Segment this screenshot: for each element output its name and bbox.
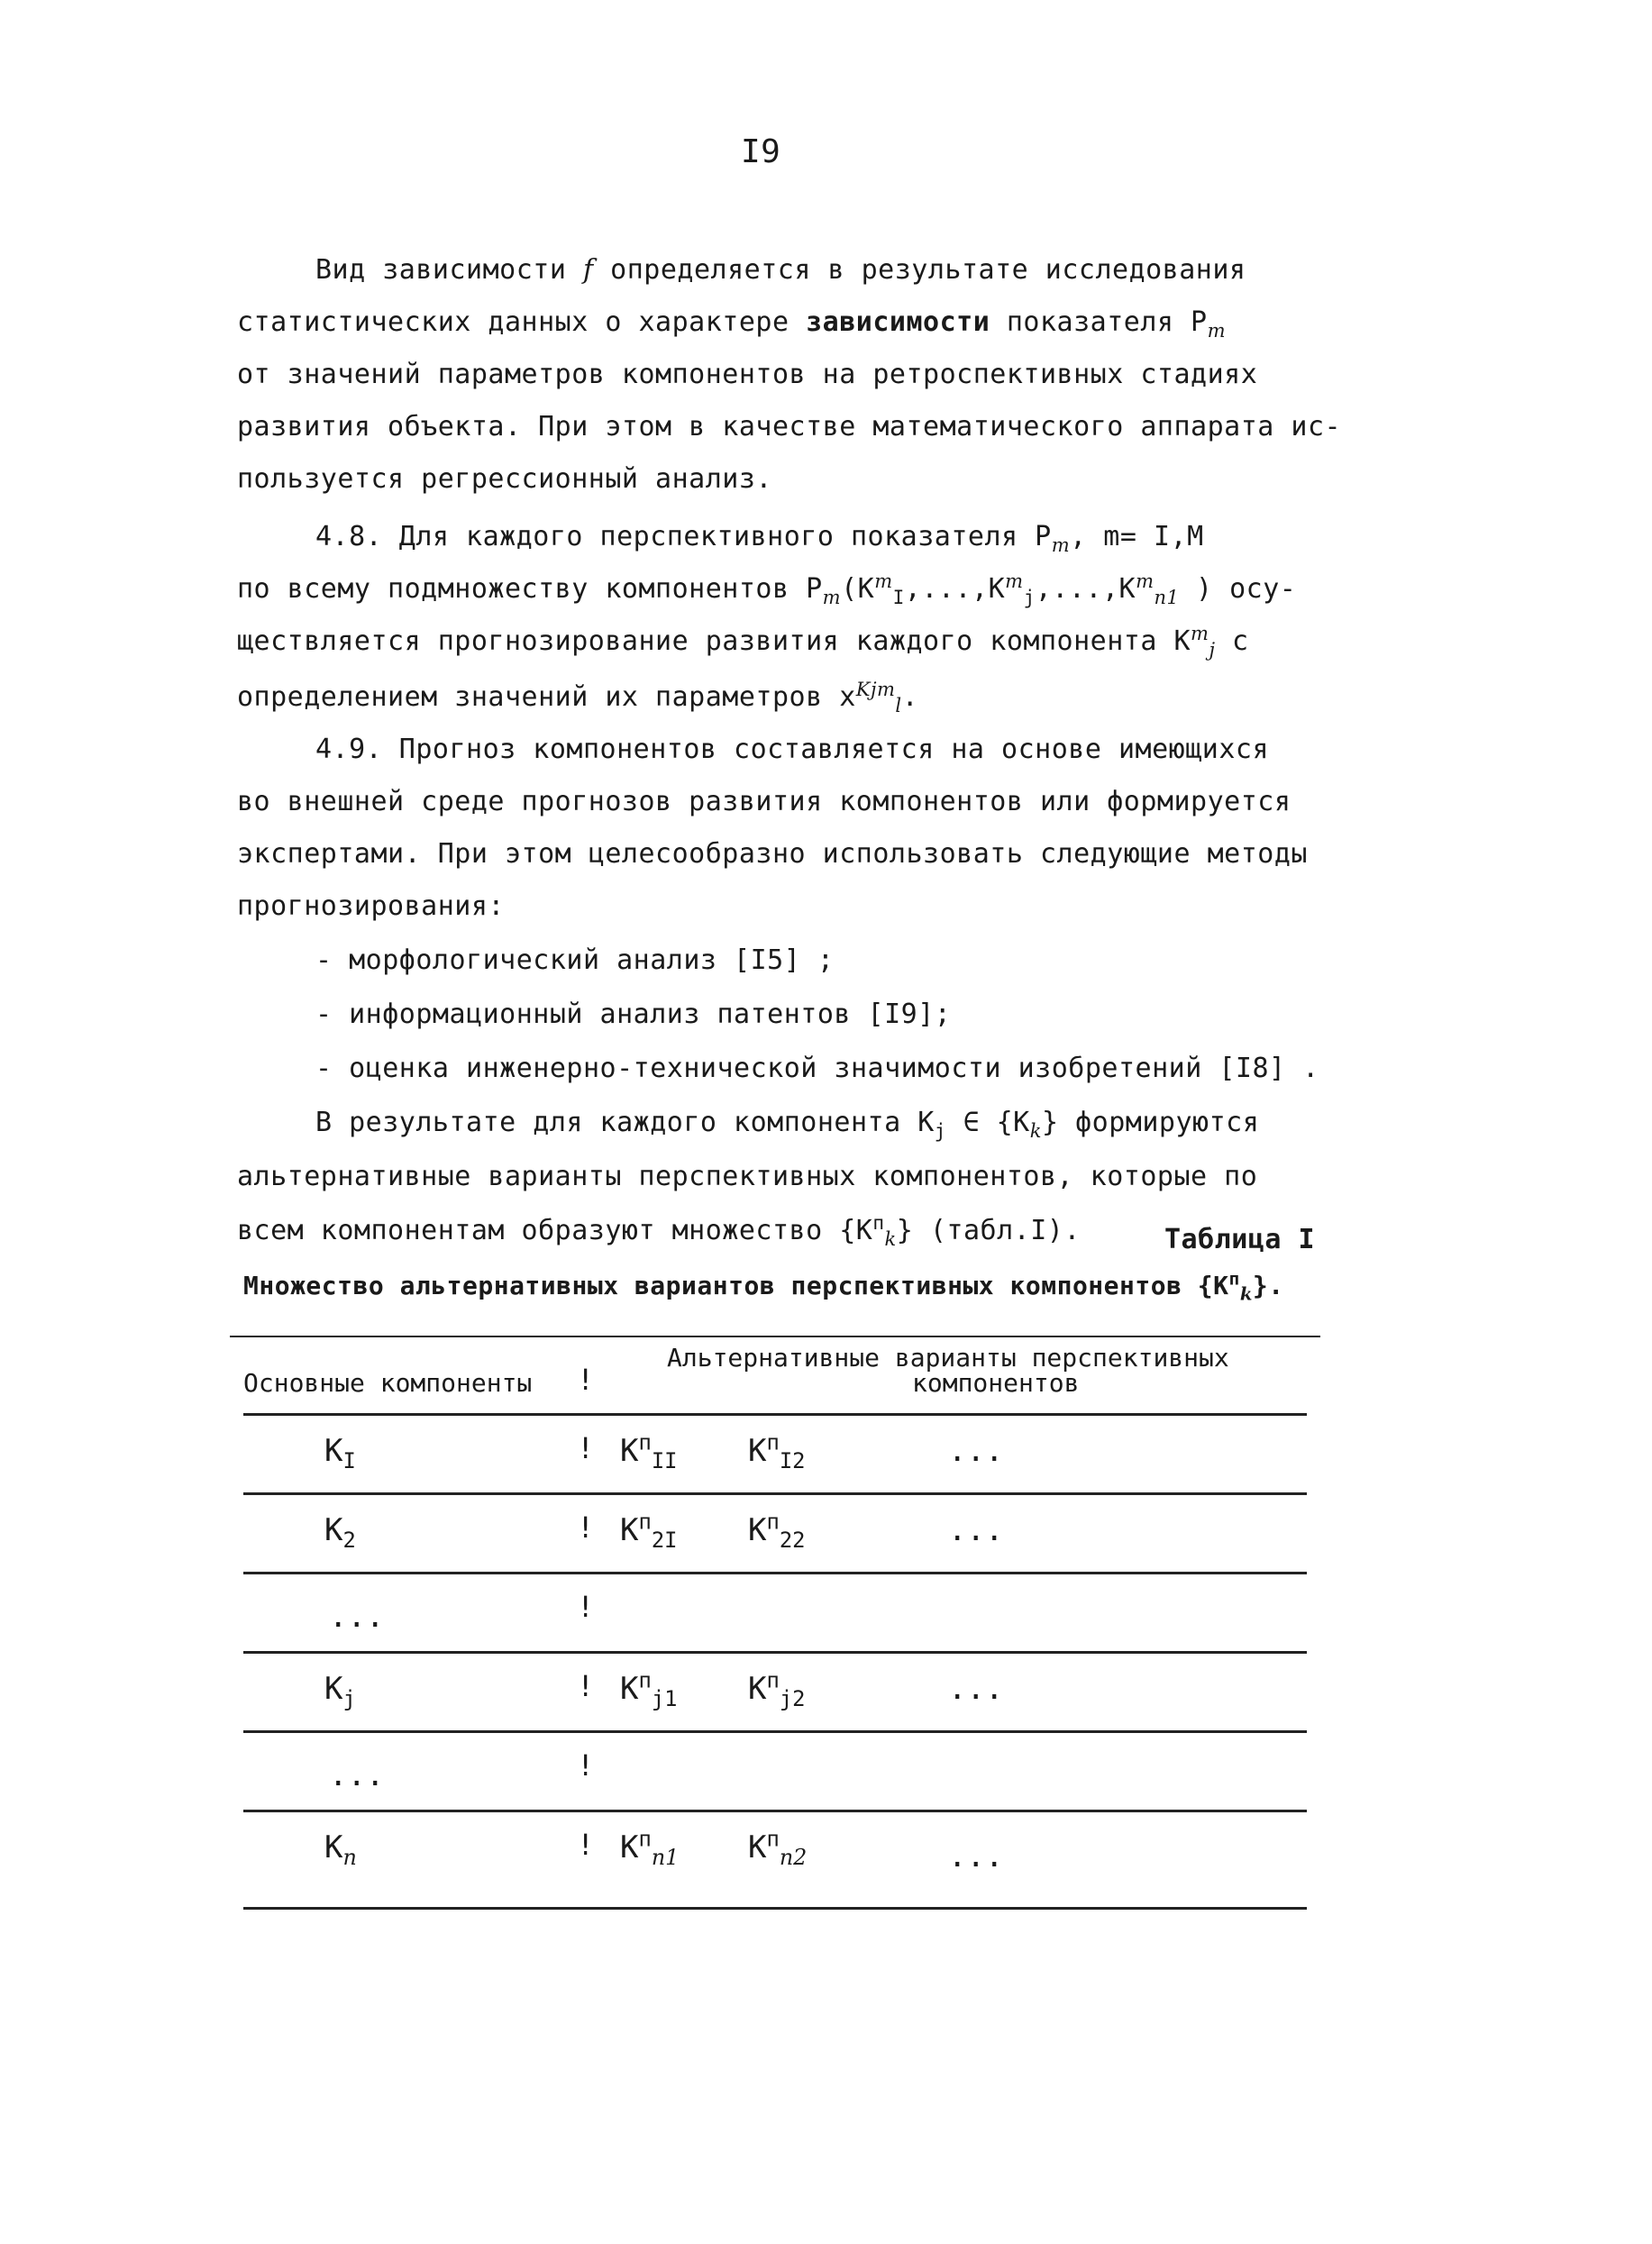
main-component: ... bbox=[329, 1757, 385, 1793]
alt-variant: $K^п_{n2}$ bbox=[748, 1826, 808, 1870]
para1-line1: Вид зависимости f определяется в результате исследования bbox=[315, 254, 1246, 286]
row-rule bbox=[243, 1730, 1307, 1733]
table-header-alt-line1: Альтернативные варианты перспективных bbox=[667, 1343, 1229, 1373]
ellipsis: ... bbox=[948, 1512, 1004, 1548]
row-rule bbox=[243, 1810, 1307, 1812]
alt-variant: $K^п_{I2}$ bbox=[748, 1429, 806, 1473]
table-caption: Множество альтернативных вариантов перспективных компонентов $\{K^п_k\}$. bbox=[243, 1268, 1284, 1305]
main-component: $K_j$ bbox=[324, 1671, 356, 1711]
main-component: $K_n$ bbox=[324, 1829, 357, 1870]
alt-variant: $K^п_{22}$ bbox=[748, 1509, 806, 1553]
para2-line4: определением значений их параметров $x^{Kjm}_l$. bbox=[237, 679, 919, 716]
alt-variant: $K^п_{j2}$ bbox=[748, 1667, 806, 1711]
alt-variant: $K^п_{j1}$ bbox=[620, 1667, 678, 1711]
row-rule bbox=[243, 1651, 1307, 1654]
para1-line4: развития объекта. При этом в качестве математического аппарата ис- bbox=[237, 411, 1342, 442]
column-separator: ! bbox=[577, 1748, 595, 1783]
para3-line1: 4.9. Прогноз компонентов составляется на основе имеющихся bbox=[315, 734, 1270, 765]
para2-line3: ществляется прогнозирование развития каждого компонента $K^m_j$ с bbox=[237, 623, 1249, 661]
para2-line1: 4.8. Для каждого перспективного показателя $P_m$, m= I,M bbox=[315, 521, 1204, 556]
column-separator: ! bbox=[577, 1669, 595, 1703]
para1-line2: статистических данных о характере зависимости показателя $P_m$ bbox=[237, 306, 1227, 342]
column-separator: ! bbox=[577, 1828, 595, 1862]
para2-line2: по всему подмножеству компонентов $P_m(K^m_I,...,K^m_j,...,K^m_{n1}$ ) осу- bbox=[237, 570, 1297, 608]
row-rule bbox=[243, 1492, 1307, 1495]
table-bottom-rule bbox=[243, 1907, 1307, 1910]
para1-line5: пользуется регрессионный анализ. bbox=[237, 463, 772, 495]
page-number: I9 bbox=[741, 133, 781, 170]
ellipsis: ... bbox=[948, 1671, 1004, 1707]
row-rule bbox=[243, 1572, 1307, 1574]
column-separator: ! bbox=[577, 1431, 595, 1465]
para4-line1: В результате для каждого компонента $K_j$ ∈ $\{K_k\}$ формируются bbox=[315, 1107, 1260, 1142]
table-header-alt-line2: компонентов bbox=[912, 1368, 1080, 1398]
table-header-rule bbox=[243, 1413, 1307, 1416]
main-component: $K_2$ bbox=[324, 1512, 356, 1553]
para4-line3: всем компонентам образуют множество $\{K^п_k\}$ (табл.I). bbox=[237, 1212, 1081, 1250]
para1-line3: от значений параметров компонентов на ретроспективных стадиях bbox=[237, 359, 1258, 390]
list-item: - оценка инженерно-технической значимости изобретений [I8] . bbox=[315, 1053, 1319, 1084]
para3-line2: во внешней среде прогнозов развития компонентов или формируется bbox=[237, 786, 1291, 817]
para4-line2: альтернативные варианты перспективных компонентов, которые по bbox=[237, 1161, 1258, 1192]
list-item: - информационный анализ патентов [I9]; bbox=[315, 999, 952, 1030]
alt-variant: $K^п_{n1}$ bbox=[620, 1826, 680, 1870]
table-label: Таблица I bbox=[1164, 1224, 1316, 1255]
ellipsis: ... bbox=[948, 1838, 1004, 1875]
para3-line3: экспертами. При этом целесообразно использовать следующие методы bbox=[237, 838, 1308, 870]
alt-variant: $K^п_{2I}$ bbox=[620, 1509, 678, 1553]
list-item: - морфологический анализ [I5] ; bbox=[315, 944, 835, 976]
ellipsis: ... bbox=[948, 1433, 1004, 1469]
main-component: ... bbox=[329, 1599, 385, 1635]
column-separator: ! bbox=[577, 1590, 595, 1624]
alt-variant: $K^п_{II}$ bbox=[620, 1429, 678, 1473]
table-header-main: Основные компоненты bbox=[243, 1368, 533, 1398]
column-separator: ! bbox=[577, 1363, 595, 1397]
table-top-rule bbox=[230, 1336, 1320, 1337]
para3-line4: прогнозирования: bbox=[237, 890, 505, 922]
main-component: $K_I$ bbox=[324, 1433, 356, 1473]
column-separator: ! bbox=[577, 1510, 595, 1545]
